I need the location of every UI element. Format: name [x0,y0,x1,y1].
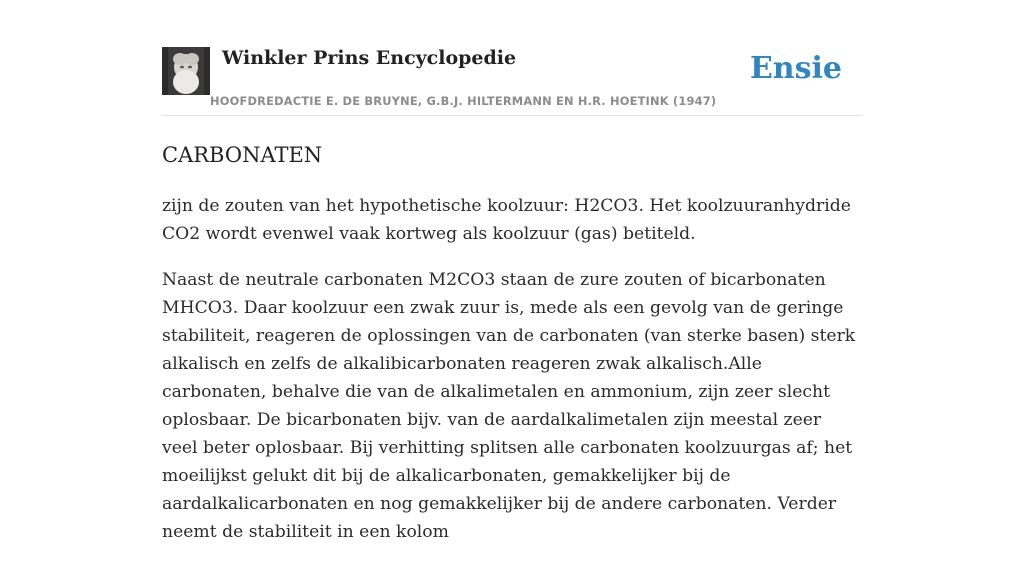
source-title[interactable]: Winkler Prins Encyclopedie [222,47,517,69]
source-header [162,0,862,116]
portrait-icon [162,47,210,95]
author-avatar [162,47,210,95]
article-paragraph: zijn de zouten van het hypothetische koolzuur: H2CO3. Het koolzuuranhydride CO2 wordt evenwel vaak kortweg als koolzuur (gas) betiteld. [162,196,851,244]
ensie-logo[interactable]: Ensie [749,51,842,86]
article-paragraph: Naast de neutrale carbonaten M2CO3 staan de zure zouten of bicarbonaten MHCO3. Daar koolzuur een zwak zuur is, mede als een gevolg van de geringe stabiliteit, reageren de oplossingen van de carbonaten (van sterke basen) sterk alkalisch en zelfs de alkalibicarbonaten reageren zwak alkalisch.Alle carbonaten, behalve die van de alkalimetalen en ammonium, zijn zeer slecht oplosbaar. De bicarbonaten bijv. van de aardalkalimetalen zijn meestal zeer veel beter oplosbaar. Bij verhitting splitsen alle carbonaten koolzuurgas af; het moeilijkst gelukt dit bij de alkalicarbonaten, gemakkelijker bij de aardalkalicarbonaten en nog gemakkelijker bij de andere carbonaten. Verder neemt de stabiliteit in een kolom [162,270,856,542]
source-editors: HOOFDREDACTIE E. DE BRUYNE, G.B.J. HILTERMANN EN H.R. HOETINK (1947) [210,94,717,108]
article-body [162,192,862,564]
article-title: CARBONATEN [162,143,323,167]
page [162,0,862,542]
